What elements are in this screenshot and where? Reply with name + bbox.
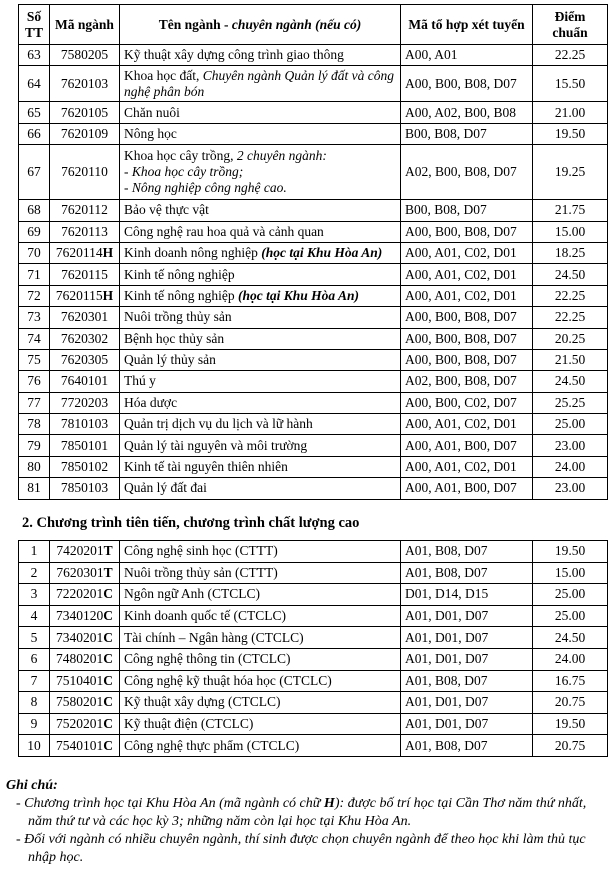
cell-stt: 70 [19,242,50,263]
cell-score: 25.00 [533,584,608,606]
table-row [19,123,608,144]
cell-combo: A00, B00, B08, D07 [401,221,533,242]
code-number: 7340201 [56,629,104,645]
cell-score: 20.25 [533,328,608,349]
code-number: 7620109 [60,125,109,141]
code-suffix: C [103,737,113,753]
code-number: 7620114 [55,245,103,261]
cell-code [50,349,120,370]
cell-stt: 67 [19,145,50,200]
code-suffix: T [103,543,113,559]
code-number: 7620301 [60,309,109,325]
cell-combo: A00, A02, B00, B08 [401,102,533,123]
cell-score: 25.00 [533,414,608,435]
cell-name [120,584,401,606]
table-row [19,66,608,102]
cell-name [120,264,401,285]
name-text: Nuôi trồng thủy sản [124,309,232,325]
table-row [19,584,608,606]
code-suffix: C [103,716,113,732]
cell-combo: B00, B08, D07 [401,200,533,221]
cell-stt: 69 [19,221,50,242]
cell-stt: 75 [19,349,50,370]
cell-combo: A01, D01, D07 [401,648,533,670]
cell-score: 24.50 [533,627,608,649]
cell-score: 21.00 [533,102,608,123]
name-italic: Chuyên ngành Quản lý đất và công nghệ phân bón [124,67,394,99]
cell-combo: A00, A01, C02, D01 [401,264,533,285]
cell-combo: A00, A01, C02, D01 [401,414,533,435]
cell-name [120,478,401,499]
cell-combo: B00, B08, D07 [401,123,533,144]
name-text: Quản trị dịch vụ du lịch và lữ hành [124,416,313,432]
cell-score: 19.50 [533,713,608,735]
cell-name [120,627,401,649]
cell-name [120,541,401,563]
code-number: 7620103 [60,75,109,91]
cell-combo: A01, B08, D07 [401,562,533,584]
name-text: Nuôi trồng thủy sản (CTTT) [124,564,278,580]
cell-stt: 63 [19,45,50,66]
name-text: Tài chính – Ngân hàng (CTCLC) [124,629,304,645]
table-row [19,371,608,392]
table-row [19,221,608,242]
cell-score: 21.75 [533,200,608,221]
code-number: 7850103 [60,480,109,496]
code-suffix: T [103,564,113,580]
cell-code [50,328,120,349]
cell-combo: A01, D01, D07 [401,627,533,649]
table-row [19,713,608,735]
name-text: Công nghệ kỹ thuật hóa học (CTCLC) [124,672,332,688]
table-row [19,435,608,456]
cell-code [50,713,120,735]
cell-code [50,692,120,714]
code-suffix: C [103,629,113,645]
code-number: 7420201 [56,543,104,559]
cell-name [120,45,401,66]
table-row [19,200,608,221]
code-suffix: C [103,694,113,710]
code-number: 7620113 [61,223,108,239]
name-text: Công nghệ rau hoa quả và cảnh quan [124,223,324,239]
cell-combo: A00, B00, C02, D07 [401,392,533,413]
cell-score: 19.50 [533,541,608,563]
cell-combo: A02, B00, B08, D07 [401,145,533,200]
cell-combo: A00, B00, B08, D07 [401,328,533,349]
cell-score: 15.50 [533,66,608,102]
code-number: 7580201 [56,694,104,710]
code-number: 7620305 [60,352,109,368]
cell-code [50,584,120,606]
cell-combo: A01, D01, D07 [401,692,533,714]
cell-score: 24.50 [533,264,608,285]
name-text: Khoa học đất, [124,67,203,83]
code-number: 7620112 [61,202,108,218]
name-text: Quản lý tài nguyên và môi trường [124,437,308,453]
cell-stt: 1 [19,541,50,563]
table-row [19,102,608,123]
cell-score: 22.25 [533,45,608,66]
code-suffix: H [102,287,114,303]
cell-stt: 5 [19,627,50,649]
sub-item: - Nông nghiệp công nghệ cao. [124,180,287,196]
name-text: Kinh tế tài nguyên thiên nhiên [124,459,288,475]
cell-code [50,264,120,285]
table-row [19,627,608,649]
table-row [19,145,608,200]
name-text: Kinh doanh quốc tế (CTCLC) [124,608,286,624]
table-row [19,562,608,584]
admission-table-2 [18,540,608,757]
cell-name [120,66,401,102]
name-text: Bệnh học thủy sản [124,330,225,346]
cell-stt: 78 [19,414,50,435]
cell-combo: A00, B00, B08, D07 [401,349,533,370]
code-number: 7220201 [56,586,104,602]
cell-code [50,221,120,242]
table-row [19,307,608,328]
cell-name [120,648,401,670]
cell-name [120,242,401,263]
cell-combo: A00, A01, B00, D07 [401,478,533,499]
header-score: Điểm chuẩn [533,5,608,45]
name-text: Công nghệ sinh học (CTTT) [124,543,278,559]
cell-combo: A01, D01, D07 [401,605,533,627]
cell-code [50,670,120,692]
cell-code [50,735,120,757]
header-stt: Số TT [19,5,50,45]
code-number: 7520201 [56,716,104,732]
cell-score: 15.00 [533,221,608,242]
cell-score: 18.25 [533,242,608,263]
cell-name [120,371,401,392]
section-2-title: 2. Chương trình tiên tiến, chương trình chất lượng cao [22,515,360,531]
table-row [19,670,608,692]
code-number: 7620110 [61,164,108,180]
table-row [19,242,608,263]
cell-name [120,285,401,306]
cell-stt: 6 [19,648,50,670]
cell-name [120,735,401,757]
cell-score: 16.75 [533,670,608,692]
cell-combo: A00, B00, B08, D07 [401,66,533,102]
cell-code [50,435,120,456]
cell-stt: 64 [19,66,50,102]
cell-name [120,328,401,349]
cell-name [120,392,401,413]
name-bold: (học tại Khu Hòa An) [261,245,383,261]
notes-title: Ghi chú: [6,778,58,793]
name-text: Quản lý đất đai [124,480,207,496]
name-text: Kinh doanh nông nghiệp [124,245,262,261]
table-row [19,735,608,757]
admission-table-1 [18,4,608,500]
cell-combo: A01, D01, D07 [401,713,533,735]
cell-score: 19.50 [533,123,608,144]
cell-code [50,307,120,328]
code-number: 7640101 [60,373,109,389]
name-text: Thú y [124,373,156,389]
name-text: Chăn nuôi [124,104,180,120]
cell-stt: 76 [19,371,50,392]
cell-score: 24.00 [533,456,608,477]
cell-score: 20.75 [533,735,608,757]
code-number: 7620115 [61,266,108,282]
name-bold: (học tại Khu Hòa An) [238,287,360,303]
table-row [19,648,608,670]
cell-stt: 71 [19,264,50,285]
cell-name [120,123,401,144]
cell-stt: 72 [19,285,50,306]
code-suffix: C [103,608,113,624]
code-number: 7340120 [56,608,104,624]
code-number: 7620302 [60,330,109,346]
code-number: 7620115 [55,287,103,303]
cell-combo: A02, B00, B08, D07 [401,371,533,392]
cell-stt: 77 [19,392,50,413]
cell-combo: A01, B08, D07 [401,670,533,692]
cell-name [120,562,401,584]
cell-name [120,349,401,370]
cell-code [50,66,120,102]
header-code: Mã ngành [50,5,120,45]
note-1: - Chương trình học tại Khu Hòa An (mã ngành có chữ H): được bố trí học tại Cần Thơ năm thứ nhất, năm thứ tư và các học kỳ 3; những năm còn lại học tại Khu Hòa An. [16,796,587,829]
cell-combo: A00, A01, C02, D01 [401,456,533,477]
table-header-row [19,5,608,45]
table-row [19,328,608,349]
cell-code [50,392,120,413]
cell-combo: D01, D14, D15 [401,584,533,606]
cell-code [50,102,120,123]
cell-code [50,371,120,392]
code-number: 7510401 [56,672,104,688]
cell-score: 23.00 [533,478,608,499]
cell-combo: A01, B08, D07 [401,541,533,563]
cell-score: 25.00 [533,605,608,627]
cell-stt: 3 [19,584,50,606]
cell-name [120,102,401,123]
cell-score: 22.25 [533,307,608,328]
name-text: Bảo vệ thực vật [124,202,209,218]
cell-code [50,200,120,221]
code-suffix: C [103,651,113,667]
cell-stt: 74 [19,328,50,349]
cell-score: 19.25 [533,145,608,200]
cell-score: 22.25 [533,285,608,306]
cell-name [120,221,401,242]
table-row [19,414,608,435]
code-number: 7540101 [56,737,104,753]
table-row [19,45,608,66]
name-text: Khoa học cây trồng, [124,148,237,164]
header-name: Tên ngành - chuyên ngành (nếu có) [120,5,401,45]
cell-stt: 10 [19,735,50,757]
cell-code [50,478,120,499]
code-number: 7620301 [56,564,104,580]
name-text: Kinh tế nông nghiệp [124,266,235,282]
name-text: Hóa dược [124,394,178,410]
code-suffix: H [102,245,114,261]
cell-stt: 66 [19,123,50,144]
name-text: Kỹ thuật xây dựng (CTCLC) [124,694,281,710]
cell-combo: A01, B08, D07 [401,735,533,757]
name-text: Kỹ thuật xây dựng công trình giao thông [124,47,344,63]
cell-stt: 68 [19,200,50,221]
header-combo: Mã tổ hợp xét tuyển [401,5,533,45]
cell-code [50,242,120,263]
code-number: 7810103 [60,416,109,432]
cell-name [120,435,401,456]
table-row [19,541,608,563]
notes-block [6,777,606,867]
name-text: Kỹ thuật điện (CTCLC) [124,716,254,732]
cell-score: 20.75 [533,692,608,714]
code-suffix: C [103,672,113,688]
cell-score: 24.50 [533,371,608,392]
cell-code [50,627,120,649]
cell-combo: A00, A01 [401,45,533,66]
cell-score: 15.00 [533,562,608,584]
name-text: Công nghệ thực phẩm (CTCLC) [124,737,300,753]
cell-stt: 7 [19,670,50,692]
cell-code [50,648,120,670]
code-number: 7850102 [60,459,109,475]
name-text: Kinh tế nông nghiệp [124,287,238,303]
cell-score: 21.50 [533,349,608,370]
cell-name [120,605,401,627]
cell-stt: 65 [19,102,50,123]
cell-stt: 4 [19,605,50,627]
cell-stt: 81 [19,478,50,499]
code-number: 7620105 [60,104,109,120]
cell-code [50,456,120,477]
cell-code [50,605,120,627]
code-number: 7720203 [60,394,109,410]
cell-stt: 2 [19,562,50,584]
cell-stt: 79 [19,435,50,456]
table-row [19,264,608,285]
code-number: 7480201 [56,651,104,667]
cell-stt: 73 [19,307,50,328]
cell-score: 25.25 [533,392,608,413]
cell-code [50,285,120,306]
cell-code [50,562,120,584]
cell-score: 24.00 [533,648,608,670]
table-row [19,478,608,499]
name-italic: 2 chuyên ngành: [236,148,327,164]
cell-combo: A00, A01, C02, D01 [401,285,533,306]
table-row [19,285,608,306]
code-suffix: C [103,586,113,602]
name-text: Ngôn ngữ Anh (CTCLC) [124,586,260,602]
table-row [19,692,608,714]
cell-combo: A00, B00, B08, D07 [401,307,533,328]
name-text: Nông học [124,125,177,141]
cell-name [120,713,401,735]
note-2: - Đối với ngành có nhiều chuyên ngành, thí sinh được chọn chuyên ngành để theo học khi làm thủ tục nhập học. [16,832,586,865]
cell-stt: 9 [19,713,50,735]
name-text: Quản lý thủy sản [124,352,216,368]
cell-code [50,541,120,563]
name-text: Công nghệ thông tin (CTCLC) [124,651,291,667]
cell-code [50,145,120,200]
table-row [19,456,608,477]
cell-code [50,414,120,435]
table-row [19,349,608,370]
cell-code [50,45,120,66]
cell-name [120,670,401,692]
cell-stt: 8 [19,692,50,714]
cell-name [120,200,401,221]
cell-name [120,307,401,328]
table-row [19,605,608,627]
code-number: 7580205 [60,47,109,63]
cell-combo: A00, A01, C02, D01 [401,242,533,263]
cell-stt: 80 [19,456,50,477]
cell-name [120,145,401,200]
cell-combo: A00, A01, B00, D07 [401,435,533,456]
sub-item: - Khoa học cây trồng; [124,164,244,180]
table-row [19,392,608,413]
cell-name [120,414,401,435]
code-number: 7850101 [60,437,109,453]
cell-score: 23.00 [533,435,608,456]
cell-name [120,456,401,477]
cell-name [120,692,401,714]
cell-code [50,123,120,144]
